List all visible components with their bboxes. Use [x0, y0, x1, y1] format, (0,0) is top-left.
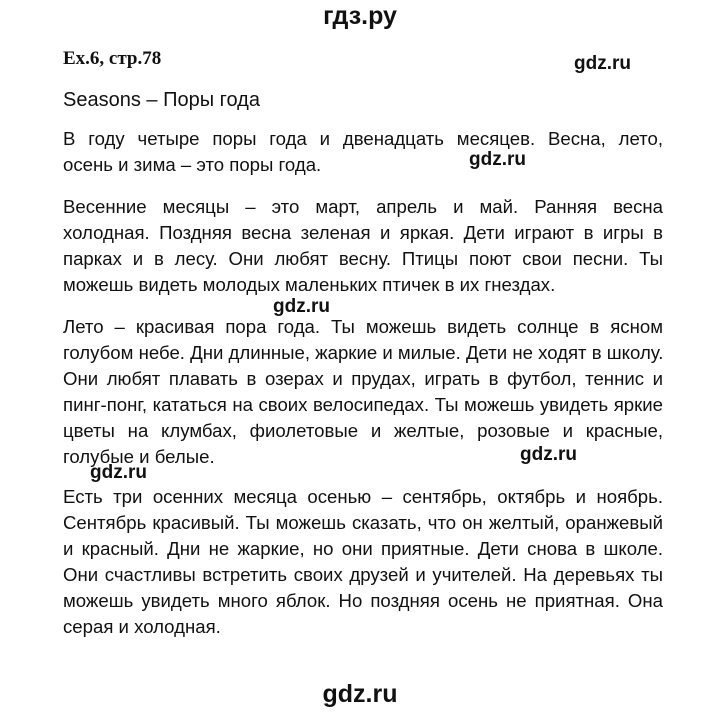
paragraph-intro — [63, 126, 663, 178]
exercise-title: Ex.6, стр.78 — [63, 48, 162, 69]
watermark: gdz.ru — [520, 444, 577, 465]
text-line: голубом небе. Дни длинные, жаркие и милые. Дети не ходят в школу. — [63, 342, 664, 363]
text-line: можешь видеть молодых маленьких птичек в их гнездах. — [63, 274, 556, 295]
text-line: голубые и белые. — [63, 446, 215, 467]
watermark: gdz.ru — [90, 462, 147, 483]
text-line: Лето – красивая пора года. Ты можешь видеть солнце в ясном — [63, 316, 663, 337]
watermark: gdz.ru — [469, 149, 526, 170]
text-line: пинг-понг, кататься на своих велосипедах. Ты можешь увидеть яркие — [63, 394, 663, 415]
text-line: парках и в лесу. Они любят весну. Птицы поют свои песни. Ты — [63, 248, 663, 269]
text-line: В году четыре поры года и двенадцать месяцев. Весна, лето, — [63, 128, 663, 149]
text-line: серая и холодная. — [63, 616, 221, 637]
site-header: гдз.ру — [323, 2, 397, 30]
paragraph-spring — [63, 194, 663, 298]
exercise-subtitle: Seasons – Поры года — [63, 89, 260, 111]
text-line: и красный. Дни не жаркие, но они приятные. Дети снова в школе. — [63, 538, 663, 559]
text-line: можешь увидеть много яблок. Но поздняя осень не приятная. Она — [63, 590, 663, 611]
paragraph-autumn — [63, 484, 663, 640]
site-footer: gdz.ru — [322, 680, 398, 708]
text-line: осень и зима – это поры года. — [63, 154, 322, 175]
text-line: Есть три осенних месяца осенью – сентябрь, октябрь и ноябрь. — [63, 486, 663, 507]
text-line: цветы на клумбах, фиолетовые и желтые, розовые и красные, — [63, 420, 663, 441]
text-line: холодная. Поздняя весна зеленая и яркая. Дети играют в игры в — [63, 222, 663, 243]
text-line: Сентябрь красивый. Ты можешь сказать, что он желтый, оранжевый — [63, 512, 663, 533]
text-line: Они счастливы встретить своих друзей и учителей. На деревьях ты — [63, 564, 663, 585]
text-line: Они любят плавать в озерах и прудах, играть в футбол, теннис и — [63, 368, 663, 389]
watermark: gdz.ru — [273, 296, 330, 317]
watermark: gdz.ru — [574, 53, 631, 74]
text-line: Весенние месяцы – это март, апрель и май. Ранняя весна — [63, 196, 663, 217]
